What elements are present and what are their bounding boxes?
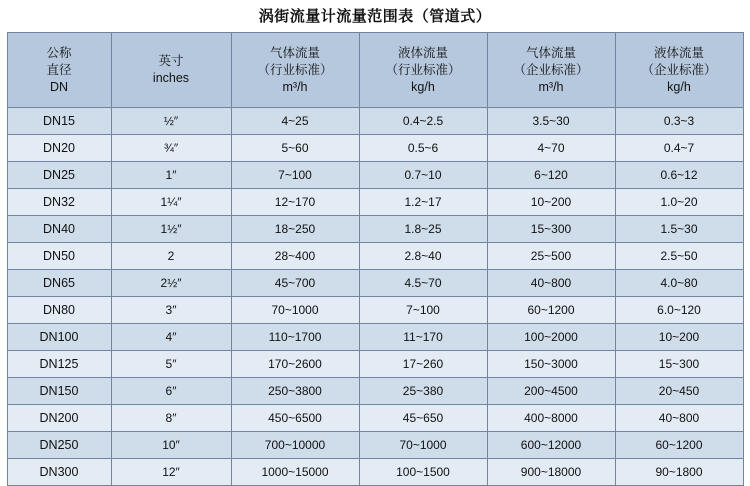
column-header-liquid-flow-enterprise	[615, 33, 743, 108]
table-row	[7, 405, 743, 432]
cell-liquid-industry: 11~170	[359, 324, 487, 351]
table-row	[7, 270, 743, 297]
header-line-2: （行业标准）	[385, 62, 461, 77]
cell-gas-enterprise: 6~120	[487, 162, 615, 189]
cell-inches: 12″	[111, 459, 231, 486]
cell-gas-industry: 12~170	[231, 189, 359, 216]
cell-gas-industry: 7~100	[231, 162, 359, 189]
cell-inches: 1¼″	[111, 189, 231, 216]
column-header-nominal-diameter	[7, 33, 111, 108]
cell-inches: 2	[111, 243, 231, 270]
cell-liquid-enterprise: 40~800	[615, 405, 743, 432]
table-row	[7, 135, 743, 162]
cell-nominal-diameter: DN100	[7, 324, 111, 351]
cell-liquid-enterprise: 0.3~3	[615, 108, 743, 135]
cell-inches: 3″	[111, 297, 231, 324]
cell-liquid-industry: 1.8~25	[359, 216, 487, 243]
table-row	[7, 189, 743, 216]
cell-nominal-diameter: DN32	[7, 189, 111, 216]
cell-liquid-industry: 0.5~6	[359, 135, 487, 162]
cell-liquid-industry: 70~1000	[359, 432, 487, 459]
table-row	[7, 108, 743, 135]
header-line-3: kg/h	[667, 79, 691, 94]
cell-gas-enterprise: 10~200	[487, 189, 615, 216]
cell-gas-industry: 1000~15000	[231, 459, 359, 486]
cell-liquid-industry: 4.5~70	[359, 270, 487, 297]
cell-gas-enterprise: 25~500	[487, 243, 615, 270]
cell-gas-industry: 4~25	[231, 108, 359, 135]
header-line-2: （行业标准）	[257, 62, 333, 77]
cell-liquid-enterprise: 15~300	[615, 351, 743, 378]
cell-inches: ¾″	[111, 135, 231, 162]
cell-gas-industry: 450~6500	[231, 405, 359, 432]
column-header-inches	[111, 33, 231, 108]
cell-liquid-enterprise: 0.4~7	[615, 135, 743, 162]
cell-inches: 4″	[111, 324, 231, 351]
cell-liquid-enterprise: 1.0~20	[615, 189, 743, 216]
cell-liquid-enterprise: 6.0~120	[615, 297, 743, 324]
cell-gas-industry: 5~60	[231, 135, 359, 162]
cell-inches: ½″	[111, 108, 231, 135]
cell-gas-enterprise: 15~300	[487, 216, 615, 243]
header-line-1: 液体流量	[653, 45, 704, 60]
cell-gas-enterprise: 900~18000	[487, 459, 615, 486]
table-row	[7, 243, 743, 270]
cell-gas-enterprise: 3.5~30	[487, 108, 615, 135]
cell-gas-enterprise: 400~8000	[487, 405, 615, 432]
cell-inches: 10″	[111, 432, 231, 459]
table-row	[7, 162, 743, 189]
table-row	[7, 324, 743, 351]
cell-gas-enterprise: 40~800	[487, 270, 615, 297]
cell-gas-enterprise: 150~3000	[487, 351, 615, 378]
cell-nominal-diameter: DN65	[7, 270, 111, 297]
cell-liquid-industry: 100~1500	[359, 459, 487, 486]
header-line-1: 英寸	[158, 54, 184, 68]
cell-nominal-diameter: DN20	[7, 135, 111, 162]
cell-gas-enterprise: 600~12000	[487, 432, 615, 459]
cell-gas-enterprise: 200~4500	[487, 378, 615, 405]
cell-gas-industry: 110~1700	[231, 324, 359, 351]
cell-inches: 1″	[111, 162, 231, 189]
cell-inches: 1½″	[111, 216, 231, 243]
header-line-1: 气体流量	[269, 45, 320, 60]
cell-inches: 8″	[111, 405, 231, 432]
cell-inches: 2½″	[111, 270, 231, 297]
cell-nominal-diameter: DN25	[7, 162, 111, 189]
cell-liquid-enterprise: 4.0~80	[615, 270, 743, 297]
table-row	[7, 459, 743, 486]
cell-gas-enterprise: 100~2000	[487, 324, 615, 351]
header-line-3: inches	[152, 71, 190, 85]
column-header-gas-flow-industry	[231, 33, 359, 108]
header-line-3: DN	[49, 79, 69, 94]
header-line-1: 气体流量	[525, 45, 576, 60]
cell-gas-enterprise: 60~1200	[487, 297, 615, 324]
header-line-1: 公称	[46, 45, 72, 60]
cell-liquid-industry: 0.7~10	[359, 162, 487, 189]
table-row	[7, 378, 743, 405]
table-row	[7, 297, 743, 324]
page-title: 涡街流量计流量范围表（管道式）	[258, 8, 492, 25]
cell-liquid-enterprise: 60~1200	[615, 432, 743, 459]
cell-nominal-diameter: DN15	[7, 108, 111, 135]
cell-gas-industry: 250~3800	[231, 378, 359, 405]
header-line-1: 液体流量	[397, 45, 448, 60]
header-line-2: （企业标准）	[641, 62, 717, 77]
table-body	[7, 108, 743, 486]
cell-nominal-diameter: DN125	[7, 351, 111, 378]
cell-gas-industry: 170~2600	[231, 351, 359, 378]
cell-gas-industry: 18~250	[231, 216, 359, 243]
column-header-liquid-flow-industry	[359, 33, 487, 108]
column-header-gas-flow-enterprise	[487, 33, 615, 108]
cell-liquid-industry: 25~380	[359, 378, 487, 405]
cell-liquid-industry: 45~650	[359, 405, 487, 432]
cell-gas-industry: 45~700	[231, 270, 359, 297]
cell-liquid-enterprise: 20~450	[615, 378, 743, 405]
cell-gas-industry: 28~400	[231, 243, 359, 270]
table-row	[7, 432, 743, 459]
cell-nominal-diameter: DN80	[7, 297, 111, 324]
cell-gas-enterprise: 4~70	[487, 135, 615, 162]
cell-nominal-diameter: DN200	[7, 405, 111, 432]
cell-liquid-enterprise: 2.5~50	[615, 243, 743, 270]
table-header	[7, 33, 743, 108]
table-row	[7, 216, 743, 243]
header-line-2: 直径	[46, 62, 72, 77]
cell-liquid-enterprise: 0.6~12	[615, 162, 743, 189]
cell-liquid-enterprise: 90~1800	[615, 459, 743, 486]
cell-nominal-diameter: DN40	[7, 216, 111, 243]
header-line-3: m³/h	[282, 79, 308, 94]
cell-liquid-enterprise: 1.5~30	[615, 216, 743, 243]
cell-liquid-enterprise: 10~200	[615, 324, 743, 351]
cell-inches: 6″	[111, 378, 231, 405]
cell-nominal-diameter: DN50	[7, 243, 111, 270]
cell-liquid-industry: 2.8~40	[359, 243, 487, 270]
cell-nominal-diameter: DN300	[7, 459, 111, 486]
header-line-2: （企业标准）	[513, 62, 589, 77]
cell-liquid-industry: 0.4~2.5	[359, 108, 487, 135]
table-header-row	[7, 33, 743, 108]
cell-liquid-industry: 7~100	[359, 297, 487, 324]
cell-gas-industry: 700~10000	[231, 432, 359, 459]
header-line-3: m³/h	[538, 79, 564, 94]
cell-inches: 5″	[111, 351, 231, 378]
cell-gas-industry: 70~1000	[231, 297, 359, 324]
header-line-3: kg/h	[411, 79, 435, 94]
cell-liquid-industry: 1.2~17	[359, 189, 487, 216]
cell-nominal-diameter: DN250	[7, 432, 111, 459]
cell-nominal-diameter: DN150	[7, 378, 111, 405]
table-row	[7, 351, 743, 378]
cell-liquid-industry: 17~260	[359, 351, 487, 378]
flow-range-table	[7, 32, 744, 486]
